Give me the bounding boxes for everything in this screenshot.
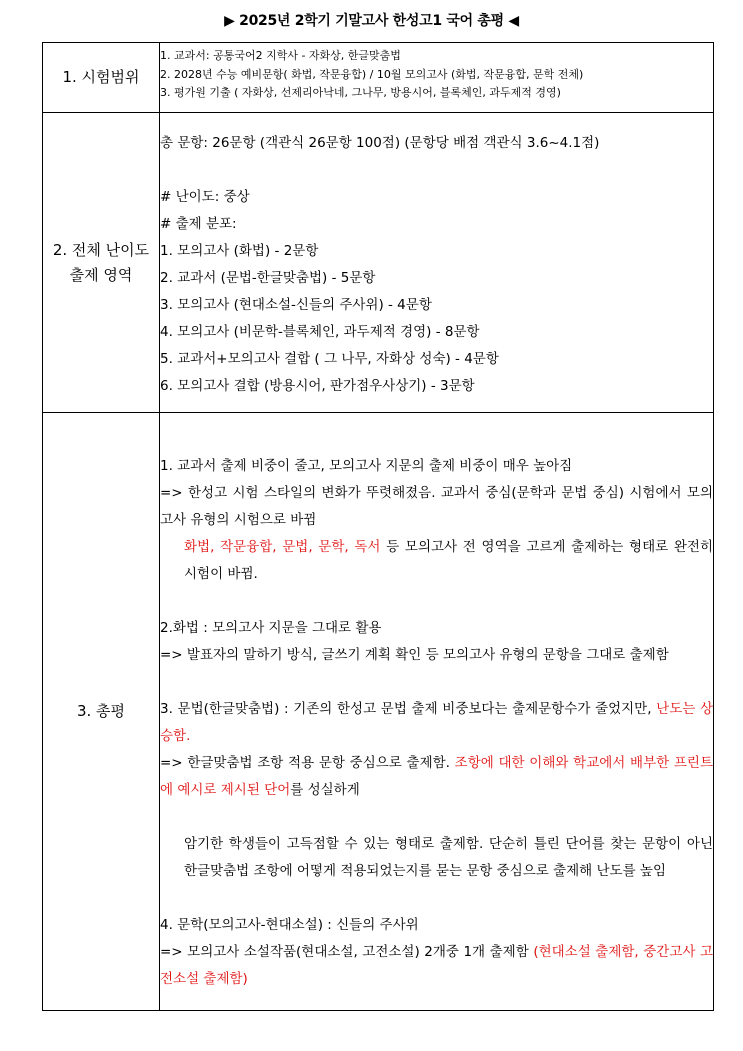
distribution-item: 6. 모의고사 결합 (방용시어, 판가점우사상기) - 3문항 (160, 378, 475, 394)
review-p4-text (160, 939, 713, 993)
review-p3-red: 난도는 상승함. (160, 701, 713, 744)
review-p3-red2: 조항에 대한 이해와 학교에서 배부한 프린트에 예시로 제시된 단어 (160, 755, 713, 798)
row-review (43, 413, 714, 1011)
review-p4-text-main: => 모의고사 소설작품(현대소설, 고전소설) 2개중 1개 출제함 (160, 944, 534, 960)
review-p3-heading (160, 696, 713, 750)
row-exam-scope (43, 43, 714, 113)
review-p1-text: => 한성고 시험 스타일의 변화가 뚜렷해졌음. 교과서 중심(문학과 문법 중심) 시험에서 모의고사 유형의 시험으로 바뀜 (160, 485, 713, 528)
scope-line: 3. 평가원 기출 ( 자화상, 선제리아낙네, 그나무, 방용시어, 블록체인, 과두제적 경영) (160, 86, 561, 99)
distribution-item: 2. 교과서 (문법-한글맞춤법) - 5문항 (160, 270, 376, 286)
label-exam-scope: 1. 시험범위 (43, 43, 160, 113)
review-p3-tail: 를 성실하게 (290, 782, 360, 798)
review-p3-heading-text: 3. 문법(한글맞춤법) : 기존의 한성고 문법 출제 비중보다는 출제문항수가 줄었지만, (160, 701, 657, 717)
row-difficulty (43, 113, 714, 413)
scope-line: 1. 교과서: 공통국어2 지학사 - 자화상, 한글맞춤법 (160, 49, 401, 62)
exam-scope-content (160, 43, 714, 113)
review-p3-extra: 암기한 학생들이 고득점할 수 있는 형태로 출제함. 단순히 틀린 단어를 찾는 문항이 아닌 한글맞춤법 조항에 어떻게 적용되었는지를 묻는 문항 중심으로 출제해 난도를 높임 (184, 836, 713, 879)
distribution-title: # 출제 분포: (160, 216, 237, 232)
scope-line: 2. 2028년 수능 예비문항( 화법, 작문융합) / 10월 모의고사 (화법, 작문융합, 문학 전체) (160, 67, 584, 81)
label-review: 3. 총평 (43, 413, 160, 1011)
review-p1-heading: 1. 교과서 출제 비중이 줄고, 모의고사 지문의 출제 비중이 매우 높아짐 (160, 458, 573, 474)
label-difficulty (43, 113, 160, 413)
review-p4-heading: 4. 문학(모의고사-현대소설) : 신들의 주사위 (160, 917, 419, 933)
review-p3-text-main: => 한글맞춤법 조항 적용 문항 중심으로 출제함. (160, 755, 455, 771)
difficulty-level: # 난이도: 중상 (160, 189, 250, 205)
review-p2-heading: 2.화법 : 모의고사 지문을 그대로 활용 (160, 620, 382, 636)
review-p3-text (160, 750, 713, 804)
distribution-item: 4. 모의고사 (비문학-블록체인, 과두제적 경영) - 8문항 (160, 324, 480, 340)
review-p2-text: => 발표자의 말하기 방식, 글쓰기 계획 확인 등 모의고사 유형의 문항을 그대로 출제함 (160, 647, 669, 663)
review-p1-emphasis (160, 534, 713, 588)
document-title: ▶ 2025년 2학기 기말고사 한성고1 국어 총평 ◀ (224, 13, 519, 29)
review-table (42, 42, 714, 1011)
review-content (160, 413, 714, 1011)
distribution-item: 1. 모의고사 (화법) - 2문항 (160, 243, 319, 259)
question-summary: 총 문항: 26문항 (객관식 26문항 100점) (문항당 배점 객관식 3.6~4.1점) (160, 135, 600, 151)
distribution-item: 5. 교과서+모의고사 결합 ( 그 나무, 자화상 성숙) - 4문항 (160, 351, 499, 367)
review-p4-red: (현대소설 출제함, 중간고사 고전소설 출제함) (160, 944, 713, 987)
label-difficulty-line1: 2. 전체 난이도 (52, 240, 150, 259)
distribution-item: 3. 모의고사 (현대소설-신들의 주사위) - 4문항 (160, 297, 432, 313)
review-p1-tail: 등 모의고사 전 영역을 고르게 출제하는 형태로 완전히 시험이 바뀜. (184, 539, 713, 582)
label-difficulty-line2: 출제 영역 (69, 265, 133, 284)
difficulty-content (160, 113, 714, 413)
review-p1-red: 화법, 작문융합, 문법, 문학, 독서 (184, 539, 381, 555)
